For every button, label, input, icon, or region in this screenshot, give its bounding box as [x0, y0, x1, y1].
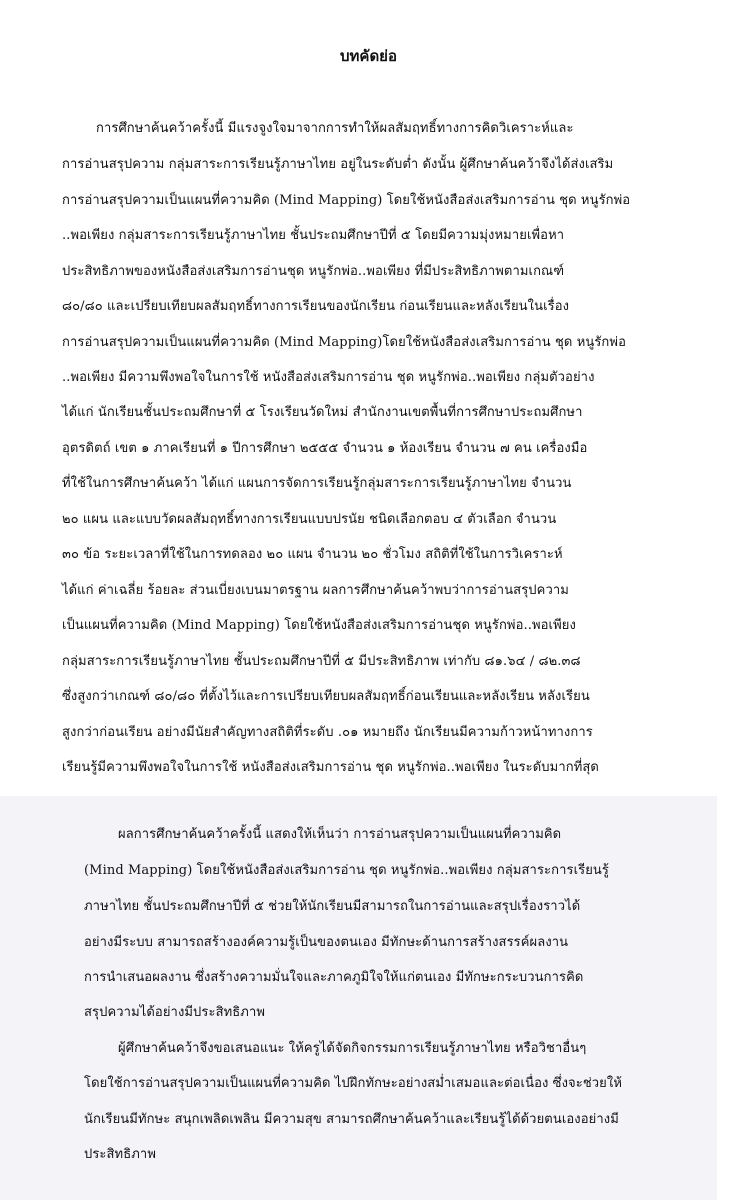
margin-strip — [717, 796, 737, 1200]
abstract-line: ประสิทธิภาพของหนังสือส่งเสริมการอ่านชุด หนูรักพ่อ..พอเพียง ที่มีประสิทธิภาพตามเกณฑ์ — [62, 264, 565, 279]
conclusion-line: การนำเสนอผลงาน ซึ่งสร้างความมั่นใจและภาคภูมิใจให้แก่ตนเอง มีทักษะกระบวนการคิด — [84, 970, 584, 985]
conclusion-line: นักเรียนมีทักษะ สนุกเพลิดเพลิน มีความสุข สามารถศึกษาค้นคว้าและเรียนรู้ได้ด้วยตนเองอย่างมี — [84, 1112, 619, 1127]
abstract-line: อุตรดิตถ์ เขต ๑ ภาคเรียนที่ ๑ ปีการศึกษา ๒๕๕๕ จำนวน ๑ ห้องเรียน จำนวน ๗ คน เครื่องมือ — [62, 441, 588, 456]
abstract-line: ๒๐ แผน และแบบวัดผลสัมฤทธิ์ทางการเรียนแบบปรนัย ชนิดเลือกตอบ ๔ ตัวเลือก จำนวน — [62, 512, 557, 527]
abstract-line: เรียนรู้มีความพึงพอใจในการใช้ หนังสือส่งเสริมการอ่าน ชุด หนูรักพ่อ..พอเพียง ในระดับมากที่สุด — [62, 760, 599, 775]
abstract-line: ได้แก่ นักเรียนชั้นประถมศึกษาที่ ๕ โรงเรียนวัดใหม่ สำนักงานเขตพื้นที่การศึกษาประถมศึกษา — [62, 405, 583, 420]
conclusion-line: สรุปความได้อย่างมีประสิทธิภาพ — [84, 1005, 266, 1020]
conclusion-line: (Mind Mapping) โดยใช้หนังสือส่งเสริมการอ่าน ชุด หนูรักพ่อ..พอเพียง กลุ่มสาระการเรียนรู้ — [84, 863, 609, 878]
conclusion-line: อย่างมีระบบ สามารถสร้างองค์ความรู้เป็นของตนเอง มีทักษะด้านการสร้างสรรค์ผลงาน — [84, 935, 569, 950]
abstract-line: ได้แก่ ค่าเฉลี่ย ร้อยละ ส่วนเบี่ยงเบนมาตรฐาน ผลการศึกษาค้นคว้าพบว่าการอ่านสรุปความ — [62, 583, 569, 598]
conclusion-line: ผลการศึกษาค้นคว้าครั้งนี้ แสดงให้เห็นว่า การอ่านสรุปความเป็นแผนที่ความคิด — [118, 827, 562, 842]
abstract-line: เป็นแผนที่ความคิด (Mind Mapping) โดยใช้หนังสือส่งเสริมการอ่านชุด หนูรักพ่อ..พอเพียง — [62, 618, 576, 633]
abstract-line: การศึกษาค้นคว้าครั้งนี้ มีแรงจูงใจมาจากการทำให้ผลสัมฤทธิ์ทางการคิดวิเคราะห์และ — [96, 121, 574, 136]
conclusion-line: ประสิทธิภาพ — [84, 1147, 156, 1162]
abstract-title: บทคัดย่อ — [340, 47, 397, 65]
abstract-line: สูงกว่าก่อนเรียน อย่างมีนัยสำคัญทางสถิติที่ระดับ .๐๑ หมายถึง นักเรียนมีความก้าวหน้าทางการ — [62, 725, 593, 740]
lower-page-scan — [0, 796, 717, 1200]
abstract-line: การอ่านสรุปความเป็นแผนที่ความคิด (Mind Mapping)โดยใช้หนังสือส่งเสริมการอ่าน ชุด หนูรักพ่อ — [62, 335, 626, 350]
conclusion-line: ผู้ศึกษาค้นคว้าจึงขอเสนอแนะ ให้ครูได้จัดกิจกรรมการเรียนรู้ภาษาไทย หรือวิชาอื่นๆ — [118, 1041, 587, 1056]
abstract-line: ที่ใช้ในการศึกษาค้นคว้า ได้แก่ แผนการจัดการเรียนรู้กลุ่มสาระการเรียนรู้ภาษาไทย จำนวน — [62, 476, 572, 491]
abstract-line: ๓๐ ข้อ ระยะเวลาที่ใช้ในการทดลอง ๒๐ แผน จำนวน ๒๐ ชั่วโมง สถิติที่ใช้ในการวิเคราะห์ — [62, 547, 563, 562]
abstract-line: การอ่านสรุปความ กลุ่มสาระการเรียนรู้ภาษาไทย อยู่ในระดับต่ำ ดังนั้น ผู้ศึกษาค้นคว้าจึงได้ส่งเสริม — [62, 157, 614, 172]
conclusion-line: โดยใช้การอ่านสรุปความเป็นแผนที่ความคิด ไปฝึกทักษะอย่างสม่ำเสมอและต่อเนื่อง ซึ่งจะช่วยให้ — [84, 1076, 622, 1091]
abstract-line: การอ่านสรุปความเป็นแผนที่ความคิด (Mind Mapping) โดยใช้หนังสือส่งเสริมการอ่าน ชุด หนูรักพ่อ — [62, 193, 631, 208]
abstract-line: ..พอเพียง กลุ่มสาระการเรียนรู้ภาษาไทย ชั้นประถมศึกษาปีที่ ๕ โดยมีความมุ่งหมายเพื่อหา — [62, 228, 565, 243]
abstract-line: ซึ่งสูงกว่าเกณฑ์ ๘๐/๘๐ ที่ตั้งไว้และการเปรียบเทียบผลสัมฤทธิ์ก่อนเรียนและหลังเรียน หลังเรียน — [62, 689, 590, 704]
abstract-line: ..พอเพียง มีความพึงพอใจในการใช้ หนังสือส่งเสริมการอ่าน ชุด หนูรักพ่อ..พอเพียง กลุ่มตัวอย่าง — [62, 370, 595, 385]
conclusion-line: ภาษาไทย ชั้นประถมศึกษาปีที่ ๕ ช่วยให้นักเรียนมีสามารถในการอ่านและสรุปเรื่องราวได้ — [84, 899, 581, 914]
abstract-line: ๘๐/๘๐ และเปรียบเทียบผลสัมฤทธิ์ทางการเรียนของนักเรียน ก่อนเรียนและหลังเรียนในเรื่อง — [62, 299, 570, 314]
abstract-line: กลุ่มสาระการเรียนรู้ภาษาไทย ชั้นประถมศึกษาปีที่ ๕ มีประสิทธิภาพ เท่ากับ ๘๑.๖๔ / ๘๒.๓๘ — [62, 654, 581, 669]
